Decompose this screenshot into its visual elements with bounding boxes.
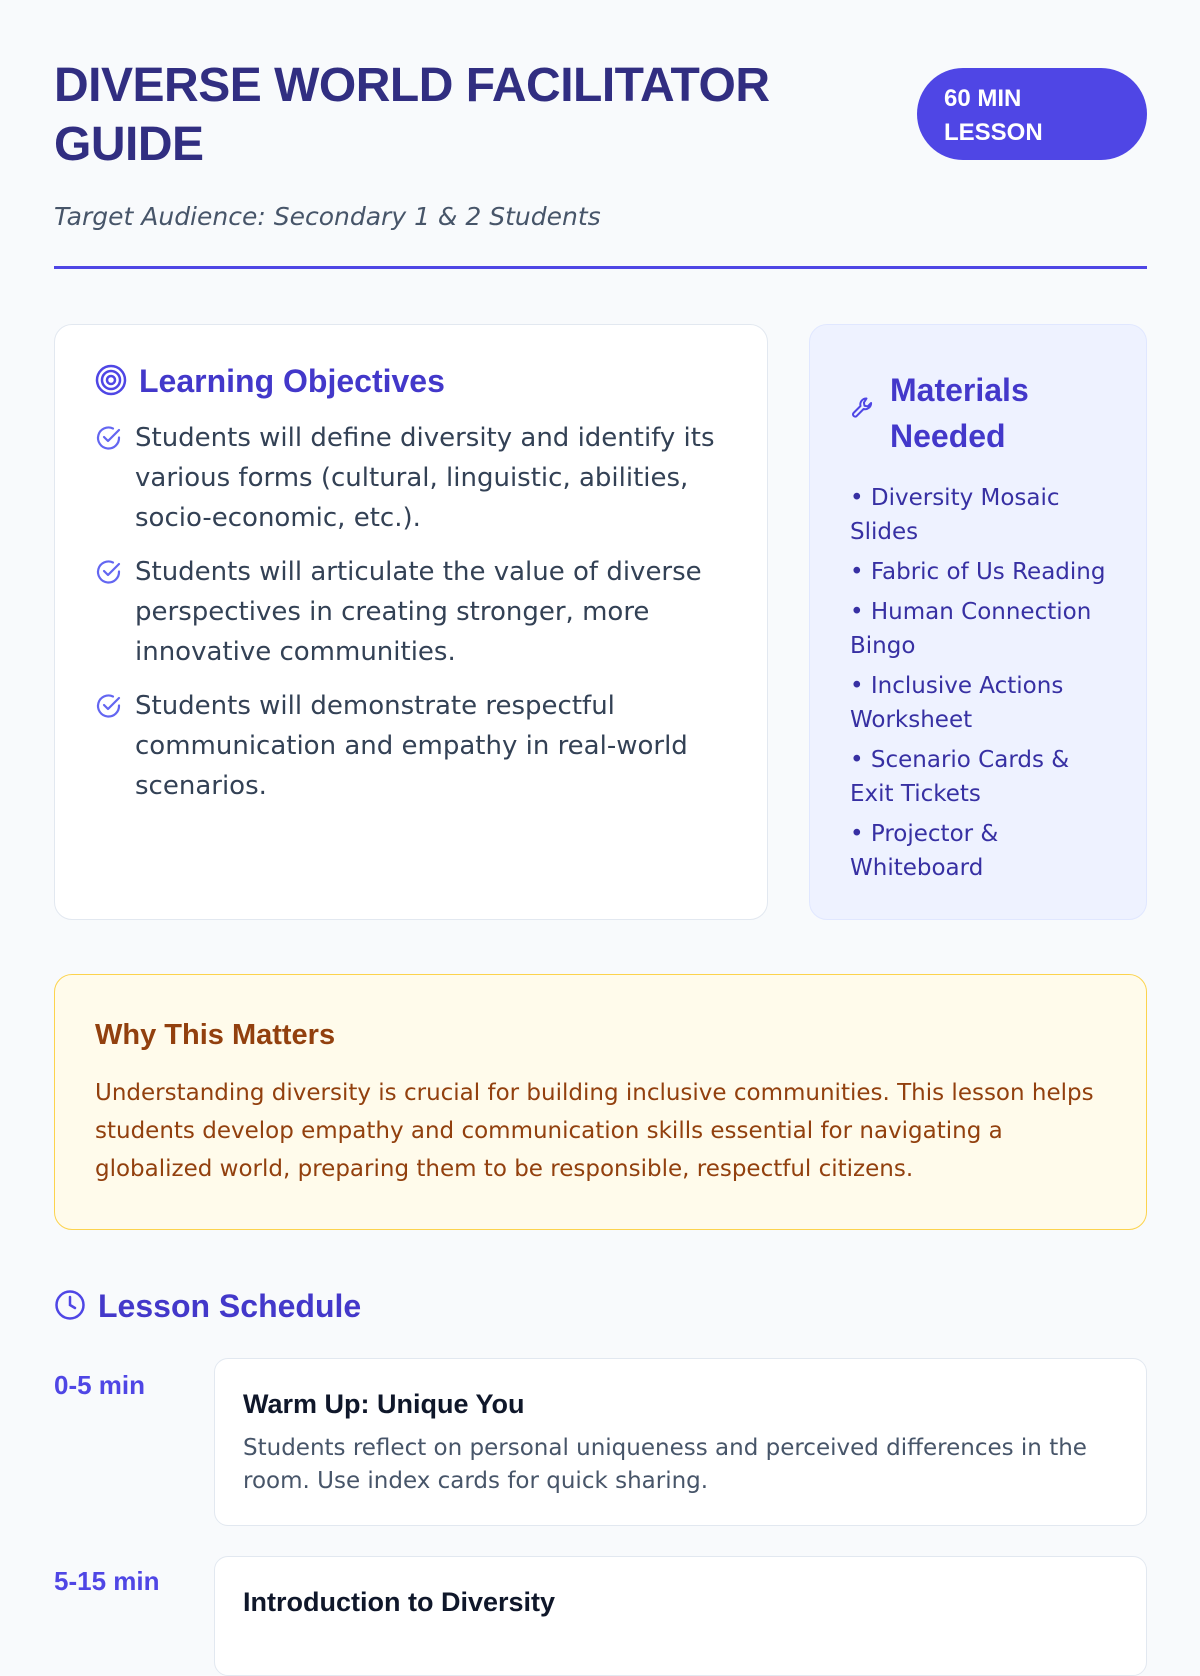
target-audience: Target Audience: Secondary 1 & 2 Students <box>54 202 601 231</box>
schedule-header <box>54 1288 361 1325</box>
objectives-list <box>95 418 727 806</box>
page-header <box>54 0 1147 270</box>
schedule-item <box>214 1358 1147 1526</box>
check-circle-icon <box>95 686 125 806</box>
target-icon <box>95 364 127 400</box>
materials-card <box>809 324 1147 920</box>
list-item: • Inclusive Actions Worksheet <box>850 673 1064 733</box>
schedule-item-title: Introduction to Diversity <box>243 1587 556 1617</box>
schedule-item-desc: Students reflect on personal uniqueness and perceived differences in the room. Use index cards for quick sharing. <box>243 1435 1087 1494</box>
schedule-time: 5-15 min <box>54 1566 160 1596</box>
materials-list <box>850 481 1106 885</box>
list-item <box>95 686 727 806</box>
objective-text: Students will define diversity and identify its various forms (cultural, linguistic, abilities, socio-economic, etc.). <box>135 423 715 533</box>
objectives-heading: Learning Objectives <box>139 363 445 399</box>
schedule-heading: Lesson Schedule <box>98 1288 362 1324</box>
check-circle-icon <box>95 418 125 538</box>
wrench-icon <box>850 367 876 425</box>
learning-objectives-card <box>54 324 768 920</box>
why-this-matters-callout <box>54 974 1147 1230</box>
objective-text: Students will articulate the value of diverse perspectives in creating stronger, more innovative communities. <box>135 557 702 667</box>
list-item: • Human Connection Bingo <box>850 599 1092 659</box>
header-divider <box>54 266 1147 269</box>
why-body: Understanding diversity is crucial for building inclusive communities. This lesson helps students develop empathy and communication skills essential for navigating a globalized world, preparing them to be responsible, respectful citizens. <box>95 1080 1094 1182</box>
schedule-item <box>214 1556 1147 1676</box>
duration-badge: 60 MIN LESSON <box>917 68 1147 160</box>
materials-heading: Materials Needed <box>890 372 1029 454</box>
list-item: • Fabric of Us Reading <box>850 559 1106 585</box>
list-item: • Scenario Cards & Exit Tickets <box>850 747 1070 807</box>
schedule-item-title: Warm Up: Unique You <box>243 1389 525 1419</box>
list-item <box>95 418 727 538</box>
list-item: • Projector & Whiteboard <box>850 821 999 881</box>
list-item: • Diversity Mosaic Slides <box>850 485 1060 545</box>
clock-icon <box>54 1289 86 1325</box>
page-title: DIVERSE WORLD FACILITATOR GUIDE <box>54 59 770 171</box>
schedule-time: 0-5 min <box>54 1370 146 1400</box>
list-item <box>95 552 727 672</box>
facilitator-guide <box>54 0 1147 1617</box>
objective-text: Students will demonstrate respectful communication and empathy in real-world scenarios. <box>135 691 688 801</box>
why-heading: Why This Matters <box>95 1019 336 1051</box>
check-circle-icon <box>95 552 125 672</box>
